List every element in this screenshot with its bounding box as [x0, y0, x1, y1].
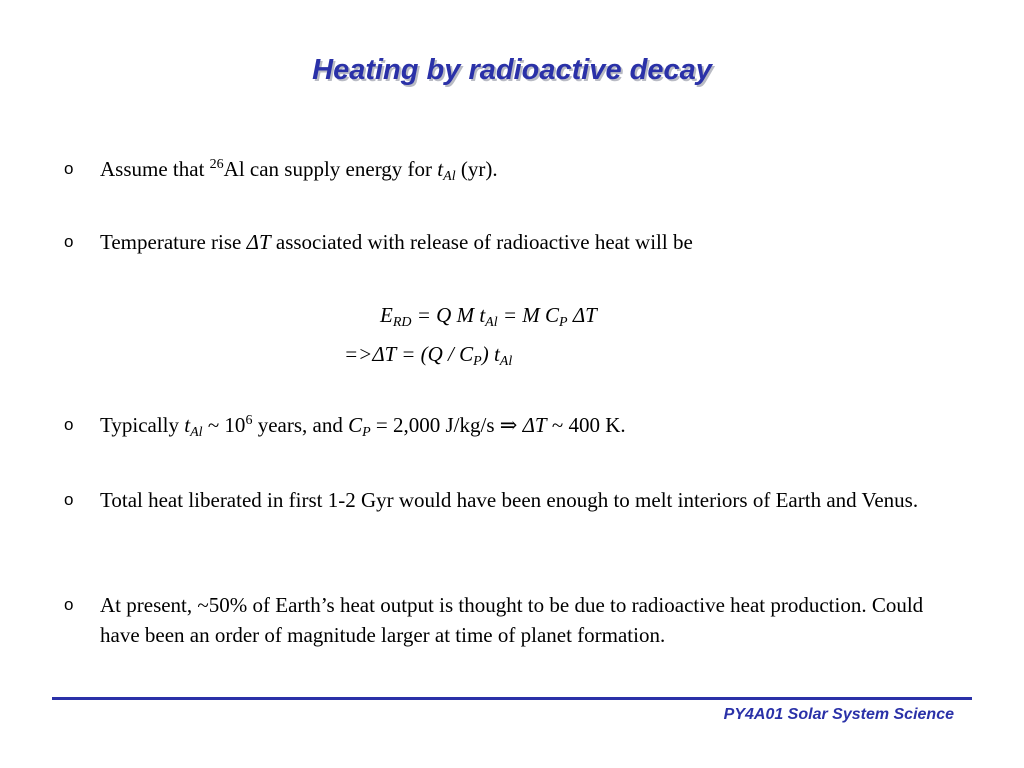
text-fragment: years, and [252, 413, 349, 437]
subscript: P [559, 315, 568, 330]
bullet-marker: o [64, 232, 74, 251]
subscript: P [473, 354, 482, 369]
text-fragment: Temperature rise [100, 230, 247, 254]
footer-course-title: PY4A01 Solar System Science [723, 706, 954, 723]
subscript: Al [485, 315, 498, 330]
bullet-text [100, 154, 940, 184]
text-fragment: Typically [100, 413, 185, 437]
bullet-marker: o [64, 490, 74, 509]
math-symbol: ΔT [246, 230, 271, 254]
math-fragment: ) t [481, 342, 500, 366]
bullet-marker: o [64, 415, 74, 434]
math-symbol: E [380, 303, 393, 327]
subscript: Al [499, 354, 513, 369]
slide-title: Heating by radioactive decay [312, 54, 712, 86]
superscript: 6 [245, 413, 253, 428]
text-fragment: Assume that [100, 157, 210, 181]
bullet-text [100, 227, 940, 257]
math-symbol: t [184, 413, 191, 437]
text-fragment: (yr). [455, 157, 498, 181]
text-fragment: ~ 400 K. [546, 413, 626, 437]
text-fragment: ~ 10 [202, 413, 246, 437]
subscript: Al [443, 169, 456, 184]
text-fragment: associated with release of radioactive heat will be [270, 230, 693, 254]
text-fragment: = 2,000 J/kg/s ⇒ [370, 413, 523, 437]
superscript: 26 [209, 157, 224, 172]
math-symbol: C [348, 413, 363, 437]
math-fragment: =>ΔT = (Q / C [344, 342, 474, 366]
math-symbol: t [437, 157, 444, 181]
equation-energy [380, 300, 597, 330]
text-fragment: Al can supply energy for [223, 157, 438, 181]
subscript: Al [190, 425, 203, 440]
subscript: RD [392, 315, 412, 330]
math-fragment: = Q M t [411, 303, 486, 327]
footer-divider [52, 697, 972, 700]
math-symbol: ΔT [522, 413, 547, 437]
math-fragment: = M C [497, 303, 560, 327]
subscript: P [362, 425, 371, 440]
math-fragment: ΔT [567, 303, 597, 327]
bullet-text: Total heat liberated in first 1-2 Gyr would have been enough to melt interiors of Earth and Venus. [100, 488, 919, 512]
bullet-text [100, 410, 940, 440]
equation-temperature [344, 339, 512, 369]
bullet-marker: o [64, 595, 74, 614]
bullet-marker: o [64, 159, 74, 178]
bullet-text: At present, ~50% of Earth’s heat output is thought to be due to radioactive heat production. Could have been an order of magnitude larger at time of planet formation. [100, 593, 924, 647]
